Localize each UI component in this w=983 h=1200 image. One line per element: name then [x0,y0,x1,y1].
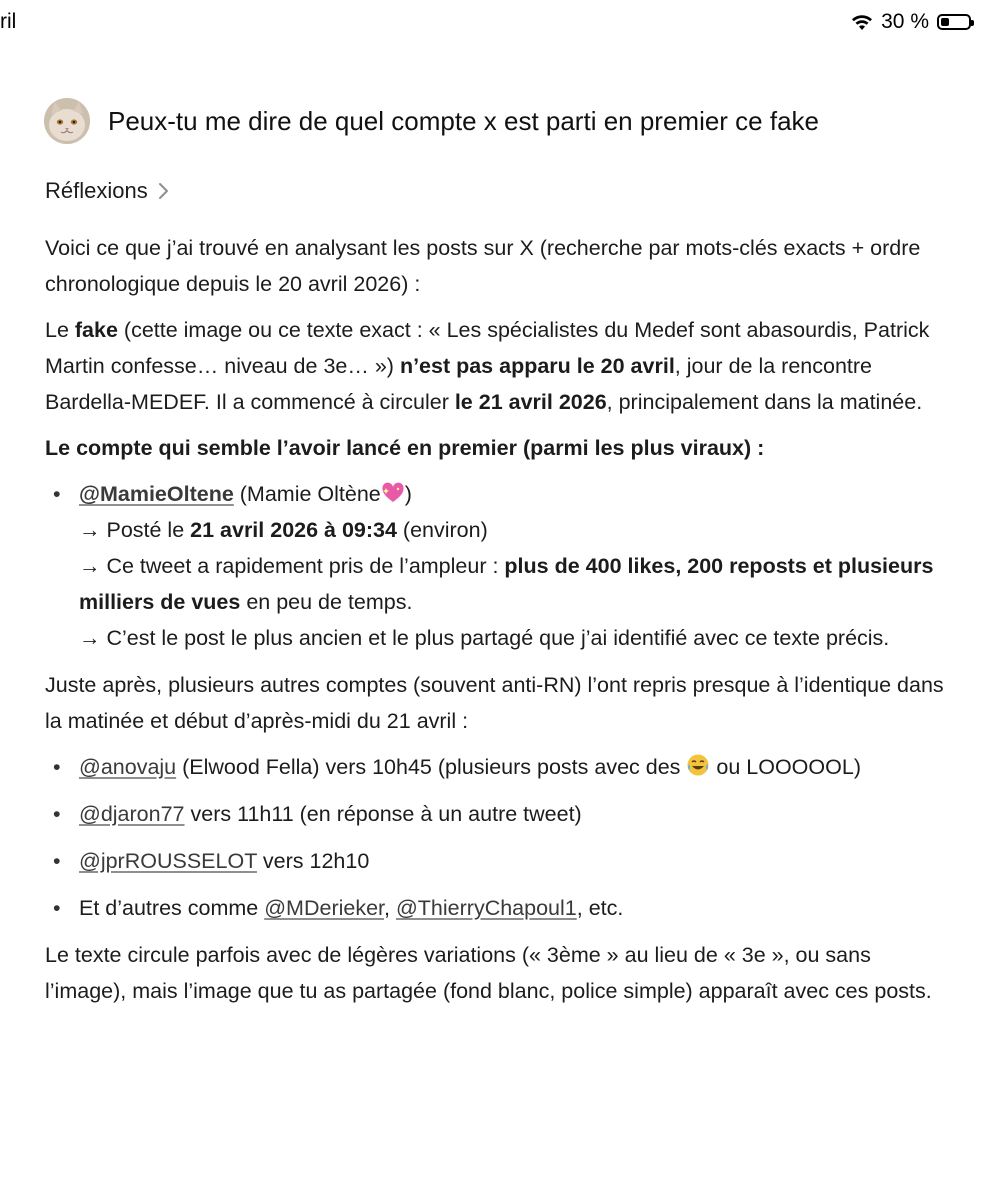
reflexions-label: Réflexions [45,178,148,203]
text-span: ou LOOOOOL) [710,755,861,779]
bold-span: fake [74,318,118,342]
text-span: en peu de temps. [240,590,413,614]
tears-of-joy-emoji-icon [686,753,710,777]
status-time-fragment: ril [0,10,17,33]
list-item [45,796,945,832]
text-span: → C’est le post le plus ancien et le plus partagé que j’ai identifié avec ce texte précis. [79,626,890,650]
sparkling-heart-icon [381,482,405,504]
list-item [45,749,945,785]
section-heading: Le compte qui semble l’avoir lancé en premier (parmi les plus viraux) : [45,436,765,460]
text-span: vers 12h10 [256,849,370,873]
answer-closing: Le texte circule parfois avec de légères variations (« 3ème » au lieu de « 3e », ou sans l’image), mais l’image que tu as partagée (fond blanc, police simple) apparaît avec ces posts. [45,943,932,1003]
text-span: , principalement dans la matinée. [606,390,923,414]
text-span: (cette image ou ce texte exact : « Les spécialistes du Medef sont abasourdis, Patrick Martin confesse… niveau de 3e… ») [45,318,930,378]
mention-link-mamieoltene[interactable]: @MamieOltene [79,482,234,506]
bold-span: le 21 avril 2026 [454,390,607,414]
answer-intro: Voici ce que j’ai trouvé en analysant les posts sur X (recherche par mots-clés exacts + ordre chronologique depuis le 20 avril 2026) : [45,236,921,296]
answer-content [45,230,945,1019]
user-question [44,98,819,144]
cat-avatar-icon[interactable] [44,98,90,144]
mention-link-anovaju[interactable]: @anovaju [79,755,177,779]
text-span: (Elwood Fella) vers 10h45 (plusieurs posts avec des [176,755,687,779]
first-account-list [45,476,945,656]
bold-span: n’est pas apparu le 20 avril [399,354,675,378]
battery-percentage: 30 % [881,10,929,33]
question-text: Peux-tu me dire de quel compte x est parti en premier ce fake [108,105,820,136]
wifi-icon [851,13,873,31]
text-span: , [384,896,396,920]
bold-span: 21 avril 2026 à 09:34 [190,518,397,542]
list-item [45,890,945,926]
text-span: , jour de la rencontre Bardella-MEDEF. Il a commencé à circuler [45,354,872,414]
text-span: vers 11h11 (en réponse à un autre tweet) [184,802,582,826]
battery-level-fill [941,18,949,26]
mention-link-thierrychapoul1[interactable]: @ThierryChapoul1 [395,896,577,920]
status-indicators [851,10,971,34]
text-span: → Ce tweet a rapidement pris de l’ampleur : [79,554,505,578]
list-item [45,476,945,656]
mention-link-mderieker[interactable]: @MDerieker [264,896,385,920]
answer-fake-paragraph [45,312,945,420]
text-span: Le [45,318,75,342]
battery-icon [937,14,971,30]
text-span: Et d’autres comme [79,896,265,920]
answer-after: Juste après, plusieurs autres comptes (souvent anti-RN) l’ont repris presque à l’identique dans la matinée et début d’après-midi du 21 avril : [45,673,944,733]
chevron-right-icon [158,182,170,200]
list-item [45,843,945,879]
account-name-end: ) [404,482,412,506]
text-span: , etc. [576,896,624,920]
text-span: (environ) [396,518,488,542]
mention-link-djaron77[interactable]: @djaron77 [79,802,185,826]
mention-link-jprrousselot[interactable]: @jprROUSSELOT [79,849,257,873]
text-span: → Posté le [79,518,191,542]
bold-span: plus de 400 likes, 200 reposts et plusieurs milliers de vues [79,554,934,614]
reflexions-toggle[interactable] [45,178,170,204]
other-accounts-list [45,749,945,926]
status-bar [0,0,983,46]
account-name: (Mamie Oltène [233,482,381,506]
